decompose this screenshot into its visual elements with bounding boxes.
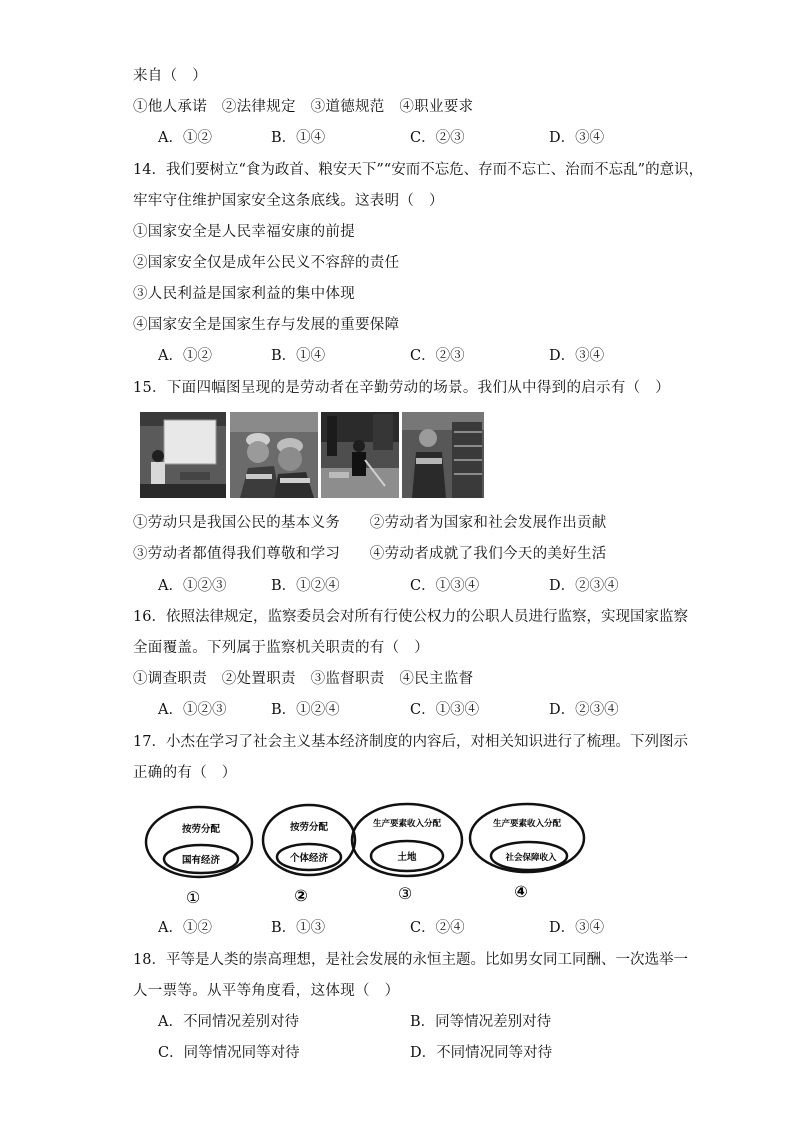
q14-option-c[interactable]: C．②③ (410, 348, 465, 364)
q16-options (158, 700, 718, 720)
q14-item-3: ③人民利益是国家利益的集中体现 (133, 286, 355, 302)
diagram-1-number: ① (185, 888, 201, 907)
q16-option-d[interactable]: D．②③④ (549, 702, 619, 718)
q18-stem-line2: 人一票等。从平等角度看，这体现（ ） (133, 983, 400, 999)
q14-option-a[interactable]: A．①② (158, 348, 212, 364)
diagram-1 (146, 807, 252, 907)
q17-option-c[interactable]: C．②④ (410, 920, 465, 936)
q17-option-b[interactable]: B．①③ (271, 920, 326, 936)
q16-choices: ①调查职责 ②处置职责 ③监督职责 ④民主监督 (133, 671, 474, 687)
q16-stem-line1: 16．依照法律规定，监察委员会对所有行使公权力的公职人员进行监察，实现国家监察 (133, 609, 688, 625)
diagram-3-outer: 生产要素收入分配 (372, 819, 442, 829)
q15-option-a[interactable]: A．①②③ (158, 578, 227, 594)
diagram-1-inner: 国有经济 (181, 855, 221, 866)
q14-option-b[interactable]: B．①④ (271, 348, 326, 364)
q14-options (158, 346, 718, 366)
diagram-2-outer: 按劳分配 (289, 822, 329, 833)
q13-option-a[interactable]: A．①② (158, 130, 212, 146)
worker-photo-4 (402, 412, 484, 498)
diagram-1-outer: 按劳分配 (181, 824, 221, 835)
q15-items-line2: ③劳动者都值得我们尊敬和学习 ④劳动者成就了我们今天的美好生活 (133, 546, 607, 562)
diagram-4 (470, 804, 584, 901)
q18-options-row2 (158, 1043, 718, 1063)
diagram-3 (352, 804, 462, 903)
q18-option-a[interactable]: A．不同情况差别对待 (158, 1014, 299, 1030)
q16-option-c[interactable]: C．①③④ (410, 702, 480, 718)
diagram-3-inner: 土地 (397, 852, 417, 863)
q15-option-b[interactable]: B．①②④ (271, 578, 340, 594)
q18-option-c[interactable]: C．同等情况同等对待 (158, 1045, 300, 1061)
diagram-4-outer: 生产要素收入分配 (492, 819, 562, 829)
q13-stem-tail: 来自（ ） (133, 68, 207, 84)
q17-stem-line2: 正确的有（ ） (133, 765, 237, 781)
q13-option-b[interactable]: B．①④ (271, 130, 326, 146)
q13-choices: ①他人承诺 ②法律规定 ③道德规范 ④职业要求 (133, 99, 474, 115)
q14-item-4: ④国家安全是国家生存与发展的重要保障 (133, 317, 400, 333)
q16-option-b[interactable]: B．①②④ (271, 702, 340, 718)
q17-options (158, 918, 718, 938)
q18-option-b[interactable]: B．同等情况差别对待 (410, 1014, 552, 1030)
q14-stem-line1: 14．我们要树立“食为政首、粮安天下”“安而不忘危、存而不忘亡、治而不忘乱”的意识， (133, 162, 704, 178)
worker-photo-2 (230, 412, 318, 498)
q18-options-row1 (158, 1012, 718, 1032)
diagram-4-number: ④ (514, 882, 528, 901)
worker-photo-1 (140, 412, 226, 498)
q17-option-a[interactable]: A．①② (158, 920, 212, 936)
q15-items-line1: ①劳动只是我国公民的基本义务 ②劳动者为国家和社会发展作出贡献 (133, 515, 607, 531)
q13-options (158, 128, 718, 148)
diagram-4-inner: 社会保障收入 (505, 853, 557, 863)
q14-stem-line2: 牢牢守住维护国家安全这条底线。这表明（ ） (133, 193, 444, 209)
q16-stem-line2: 全面覆盖。下列属于监察机关职责的有（ ） (133, 640, 429, 656)
q15-option-c[interactable]: C．①③④ (410, 578, 480, 594)
q13-option-c[interactable]: C．②③ (410, 130, 465, 146)
q16-option-a[interactable]: A．①②③ (158, 702, 227, 718)
q13-option-d[interactable]: D．③④ (549, 130, 605, 146)
diagram-2 (263, 805, 355, 905)
q18-option-d[interactable]: D．不同情况同等对待 (410, 1045, 553, 1061)
q15-option-d[interactable]: D．②③④ (549, 578, 619, 594)
q17-stem-line1: 17．小杰在学习了社会主义基本经济制度的内容后，对相关知识进行了梳理。下列图示 (133, 734, 688, 750)
q17-option-d[interactable]: D．③④ (549, 920, 605, 936)
worker-photo-3 (321, 412, 399, 498)
diagram-3-number: ③ (397, 884, 413, 903)
q15-options (158, 576, 718, 596)
q15-photo-strip (140, 412, 484, 498)
q14-item-2: ②国家安全仅是成年公民义不容辞的责任 (133, 255, 400, 271)
q18-stem-line1: 18．平等是人类的崇高理想，是社会发展的永恒主题。比如男女同工同酬、一次选举一 (133, 952, 688, 968)
q15-stem: 15．下面四幅图呈现的是劳动者在辛勤劳动的场景。我们从中得到的启示有（ ） (133, 380, 671, 396)
q14-item-1: ①国家安全是人民幸福安康的前提 (133, 224, 355, 240)
q17-diagrams (143, 800, 603, 910)
diagram-2-number: ② (294, 886, 308, 905)
q14-option-d[interactable]: D．③④ (549, 348, 605, 364)
diagram-2-inner: 个体经济 (289, 853, 329, 864)
